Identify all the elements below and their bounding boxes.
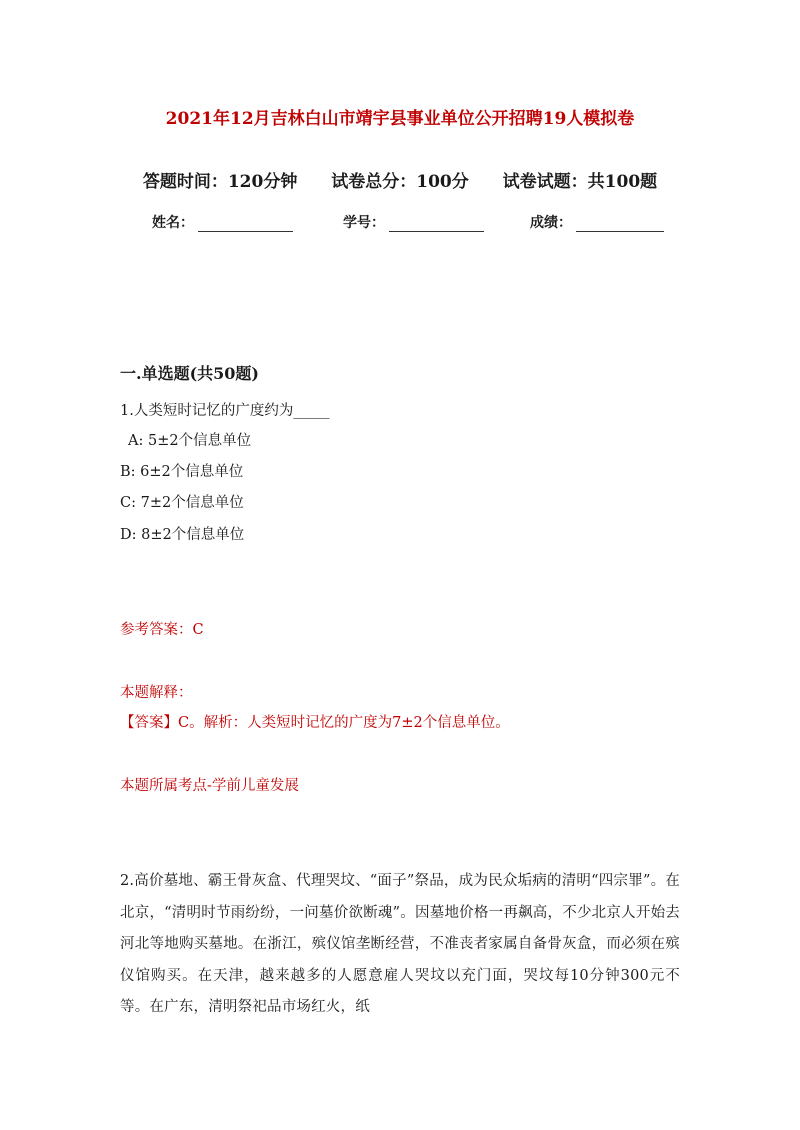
question-1-topic: 本题所属考点-学前儿童发展 xyxy=(120,778,299,794)
exam-meta xyxy=(0,167,800,192)
exam-question-count: 试卷试题：共100题 xyxy=(502,172,658,192)
question-1-option-c: C: 7±2个信息单位 xyxy=(120,495,244,511)
question-1-option-b: B: 6±2个信息单位 xyxy=(120,464,244,480)
exam-total-score: 试卷总分：100分 xyxy=(331,172,469,192)
student-id-field xyxy=(343,212,484,232)
question-1-answer: 参考答案：C xyxy=(120,622,204,638)
score-field xyxy=(530,212,664,232)
name-blank xyxy=(198,217,293,232)
exam-time: 答题时间：120分钟 xyxy=(142,172,298,192)
exam-title: 2021年12月吉林白山市靖宇县事业单位公开招聘19人模拟卷 xyxy=(165,109,635,129)
question-1-explain-label: 本题解释： xyxy=(120,685,193,701)
question-1-stem: 1.人类短时记忆的广度约为_____ xyxy=(120,403,330,419)
section-title: 一.单选题(共50题) xyxy=(120,364,259,383)
question-1-option-d: D: 8±2个信息单位 xyxy=(120,527,245,543)
score-label: 成绩： xyxy=(530,215,572,231)
student-id-label: 学号： xyxy=(343,215,385,231)
question-1-explanation: 【答案】C。解析：人类短时记忆的广度为7±2个信息单位。 xyxy=(120,715,510,731)
name-field xyxy=(152,212,293,232)
student-id-blank xyxy=(389,217,484,232)
score-blank xyxy=(576,217,664,232)
name-label: 姓名： xyxy=(152,215,194,231)
question-2-stem: 2.高价墓地、霸王骨灰盒、代理哭坟、“面子”祭品，成为民众垢病的清明“四宗罪”。在北京，“清明时节雨纷纷，一问墓价欲断魂”。因墓地价格一再飙高，不少北京人开始去河北等地购买墓地。在浙江，殡仪馆垄断经营，不准丧者家属自备骨灰盒，而必须在殡仪馆购买。在天津，越来越多的人愿意雇人哭坟以充门面，哭坟每10分钟300元不等。在广东，清明祭祀品市场红火，纸 xyxy=(120,873,680,1015)
question-1-option-a: A: 5±2个信息单位 xyxy=(128,433,252,449)
